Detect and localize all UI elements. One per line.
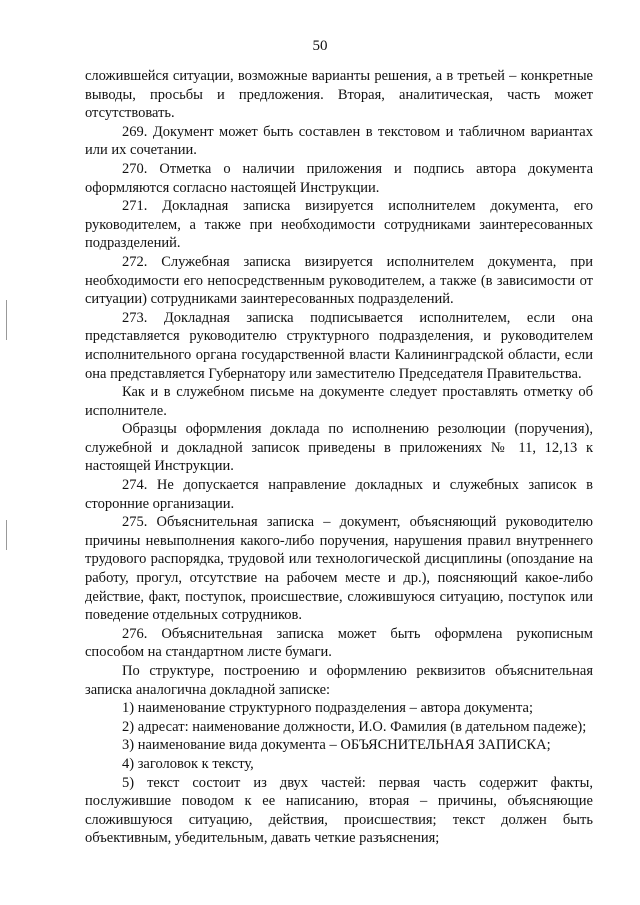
paragraph-samples: Образцы оформления доклада по исполнению резолюции (поручения), служебной и докладной записок приведены в приложениях № 11, 12,13 к настоящей Инструкции. (85, 421, 593, 475)
paragraph-271: 271. Докладная записка визируется исполнителем документа, его руководителем, а также при необходимости сотрудниками заинтересованных подразделений. (85, 198, 593, 252)
paragraph-272: 272. Служебная записка визируется исполнителем документа, при необходимости его непосредственным руководителем, а также (в зависимости от ситуации) сотрудниками заинтересованных подразделений. (85, 253, 593, 308)
list-item-3: 3) наименование вида документа – ОБЪЯСНИТЕЛЬНАЯ ЗАПИСКА; (122, 737, 551, 754)
scan-edge-mark (6, 300, 7, 340)
paragraph-structure: По структуре, построению и оформлению реквизитов объяснительная записка аналогична докладной записке: (85, 663, 593, 698)
paragraph-275: 275. Объяснительная записка – документ, объясняющий руководителю причины невыполнения какого-либо поручения, нарушения правил внутреннего трудового распорядка, трудовой или технологической дисциплины (опоздание на работу, прогул, отсутствие на рабочем месте и др.), поясняющий какое-либо действие, факт, поступок, происшествие, сложившуюся ситуацию, поступок или поведение отдельных сотрудников. (85, 514, 593, 624)
document-body (85, 67, 593, 848)
list-item-2: 2) адресат: наименование должности, И.О. Фамилия (в дательном падеже); (122, 718, 587, 735)
scan-edge-mark (6, 520, 7, 550)
paragraph-269: 269. Документ может быть составлен в текстовом и табличном вариантах или их сочетании. (85, 123, 593, 159)
paragraph-continuation: сложившейся ситуации, возможные варианты решения, а в третьей – конкретные выводы, просьбы и предложения. Вторая, аналитическая, часть может отсутствовать. (85, 68, 593, 122)
paragraph-270: 270. Отметка о наличии приложения и подпись автора документа оформляются согласно настоящей Инструкции. (85, 160, 593, 196)
paragraph-274: 274. Не допускается направление докладных и служебных записок в сторонние организации. (85, 477, 593, 512)
page-number: 50 (312, 38, 328, 54)
paragraph-276: 276. Объяснительная записка может быть оформлена рукописным способом на стандартном листе бумаги. (85, 625, 593, 661)
list-item-5: 5) текст состоит из двух частей: первая часть содержит факты, послужившие поводом к ее написанию, вторая – причины, объясняющие сложившуюся ситуацию, действия, происшествия; текст должен быть объективным, убедительным, давать четкие разъяснения; (85, 774, 593, 847)
list-item-1: 1) наименование структурного подразделения – автора документа; (122, 700, 533, 717)
list-item-4: 4) заголовок к тексту, (122, 755, 254, 772)
paragraph-273: 273. Докладная записка подписывается исполнителем, если она представляется руководителю структурного подразделения, и руководителем исполнительного органа государственной власти Калининградской области, если она представляется Губернатору или заместителю Председателя Правительства. (85, 309, 593, 382)
paragraph-executor-note: Как и в служебном письме на документе следует проставлять отметку об исполнителе. (85, 384, 593, 419)
